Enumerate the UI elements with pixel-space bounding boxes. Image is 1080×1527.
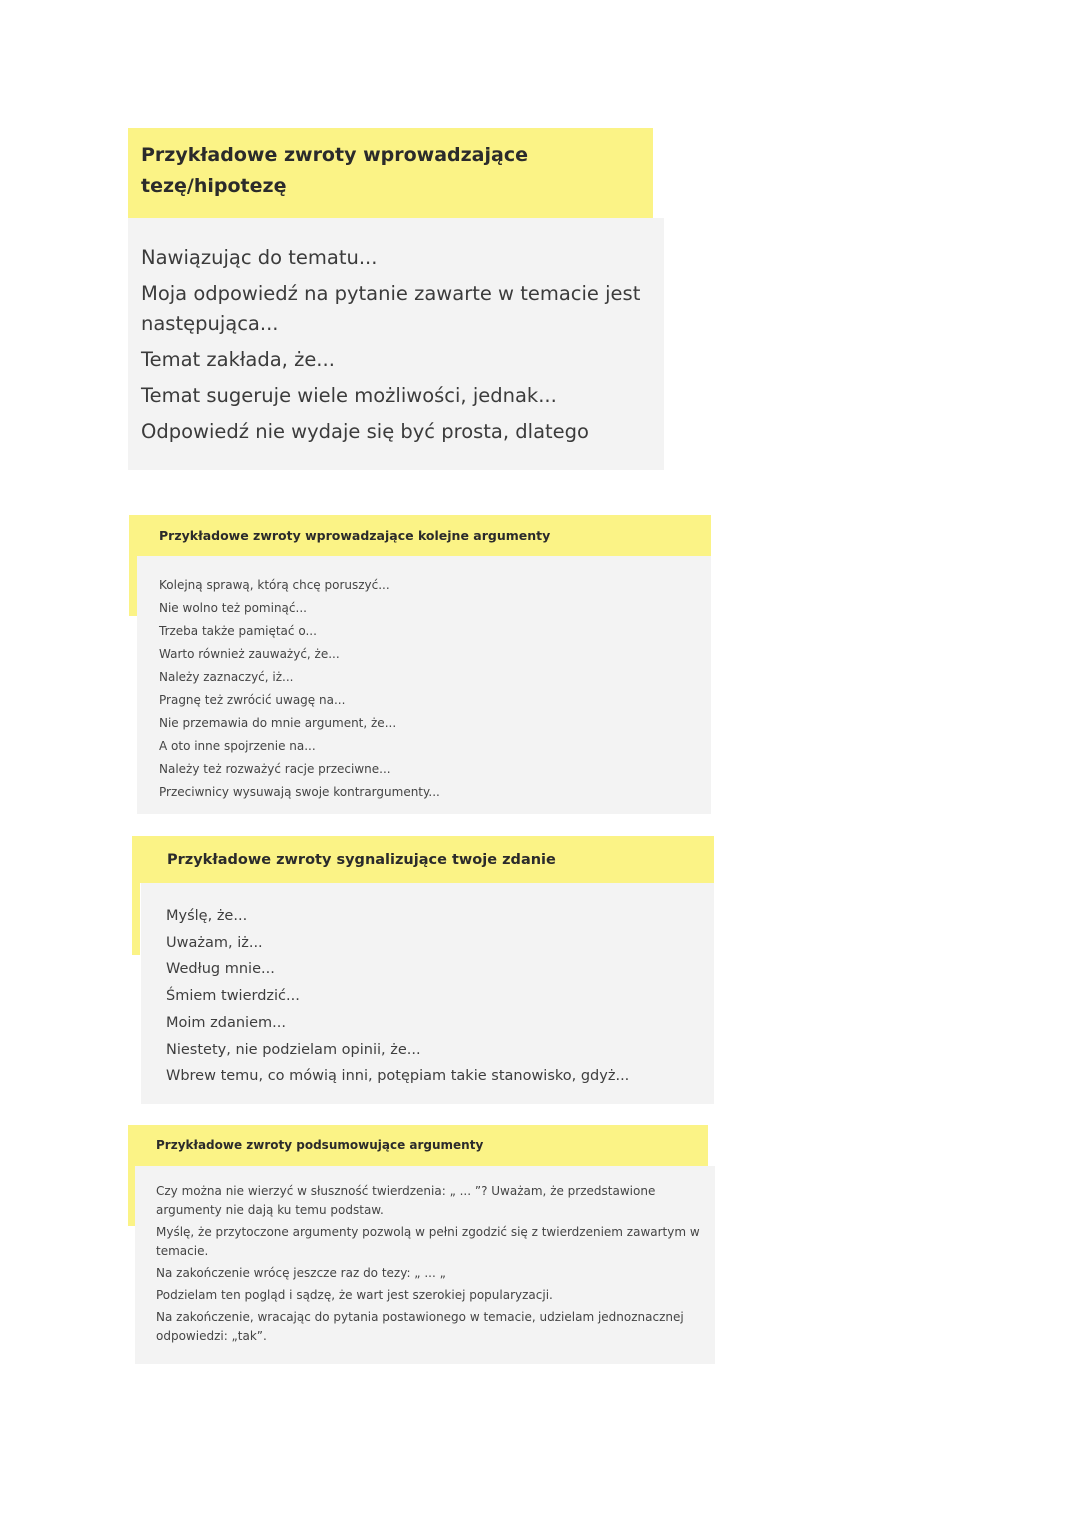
- list-item: Śmiem twierdzić...: [166, 988, 300, 1005]
- list-item: Nie wolno też pominąć...: [159, 601, 307, 615]
- list-item: Temat zakłada, że...: [141, 348, 335, 371]
- list-item: Myślę, że...: [166, 908, 248, 924]
- list-item: Należy zaznaczyć, iż...: [159, 670, 294, 684]
- section-summary-list: [156, 1182, 706, 1349]
- section-thesis-list: [141, 243, 656, 453]
- section-thesis-header: [128, 128, 653, 218]
- section-thesis-title: Przykładowe zwroty wprowadzające tezę/hipotezę: [141, 144, 528, 197]
- list-item: Czy można nie wierzyć w słuszność twierdzenia: „ ... ”? Uważam, że przedstawione argumenty nie dają ku temu podstaw.: [156, 1184, 656, 1217]
- section-summary-header: [128, 1125, 708, 1166]
- section-opinion-accent: [132, 883, 140, 955]
- list-item: Kolejną sprawą, którą chcę poruszyć...: [159, 578, 390, 592]
- list-item: Odpowiedź nie wydaje się być prosta, dlatego: [141, 420, 589, 443]
- list-item: Przeciwnicy wysuwają swoje kontrargumenty...: [159, 785, 440, 799]
- list-item: Niestety, nie podzielam opinii, że...: [166, 1041, 421, 1058]
- list-item: Moim zdaniem...: [166, 1014, 286, 1031]
- section-opinion-header: [132, 836, 714, 883]
- section-arguments-header: [129, 515, 711, 556]
- section-arguments-accent: [129, 556, 137, 616]
- section-opinion-box: [141, 883, 714, 1104]
- section-summary-title: Przykładowe zwroty podsumowujące argumenty: [156, 1138, 484, 1152]
- section-thesis-box: [128, 218, 664, 470]
- list-item: Temat sugeruje wiele możliwości, jednak...: [141, 384, 557, 407]
- list-item: Pragnę też zwrócić uwagę na...: [159, 693, 346, 707]
- section-opinion-list: [166, 903, 629, 1090]
- list-item: Trzeba także pamiętać o...: [159, 624, 317, 638]
- list-item: Według mnie...: [166, 961, 275, 978]
- list-item: Myślę, że przytoczone argumenty pozwolą w pełni zgodzić się z twierdzeniem zawartym w temacie.: [156, 1225, 700, 1258]
- list-item: Moja odpowiedź na pytanie zawarte w temacie jest następująca...: [141, 282, 641, 335]
- list-item: Uważam, iż...: [166, 934, 263, 951]
- list-item: Wbrew temu, co mówią inni, potępiam takie stanowisko, gdyż...: [166, 1068, 630, 1085]
- list-item: Nawiązując do tematu...: [141, 246, 378, 269]
- section-arguments-list: [159, 574, 440, 804]
- section-arguments-box: [137, 556, 711, 814]
- section-summary-box: [135, 1166, 715, 1364]
- list-item: A oto inne spojrzenie na...: [159, 739, 316, 753]
- section-arguments-title: Przykładowe zwroty wprowadzające kolejne argumenty: [159, 528, 551, 543]
- list-item: Nie przemawia do mnie argument, że...: [159, 716, 397, 730]
- list-item: Należy też rozważyć racje przeciwne...: [159, 762, 391, 776]
- list-item: Podzielam ten pogląd i sądzę, że wart jest szerokiej popularyzacji.: [156, 1288, 553, 1302]
- list-item: Warto również zauważyć, że...: [159, 647, 340, 661]
- section-opinion-title: Przykładowe zwroty sygnalizujące twoje zdanie: [167, 852, 556, 868]
- list-item: Na zakończenie wrócę jeszcze raz do tezy: „ ... „: [156, 1266, 446, 1280]
- list-item: Na zakończenie, wracając do pytania postawionego w temacie, udzielam jednoznacznej odpowiedzi: „tak”.: [156, 1310, 684, 1343]
